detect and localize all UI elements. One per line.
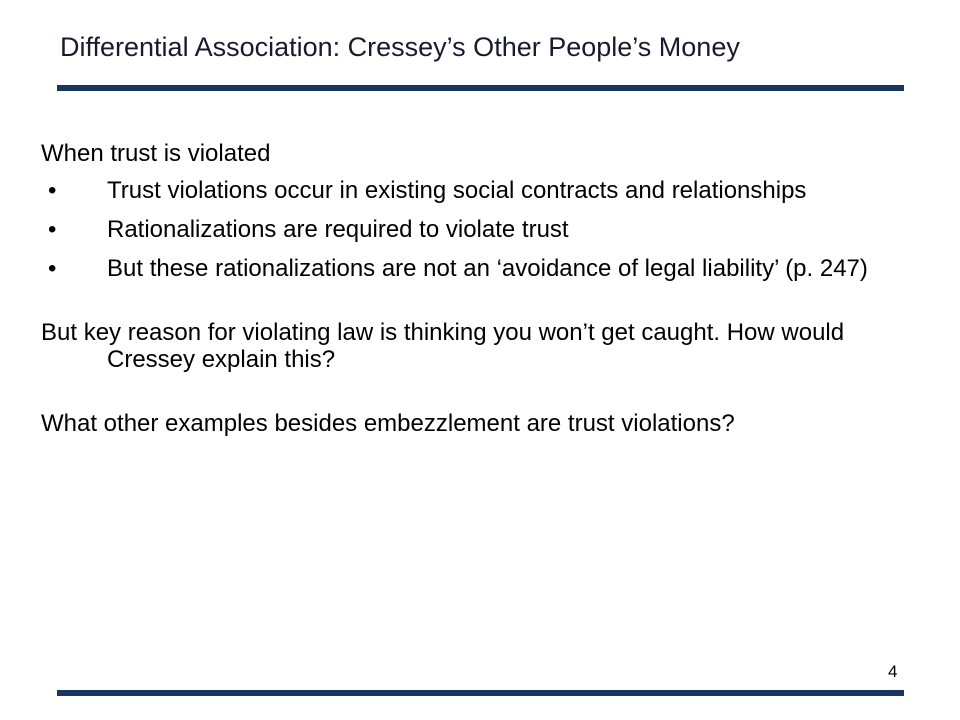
bullet-text: Rationalizations are required to violate trust bbox=[107, 216, 569, 243]
page-number: 4 bbox=[888, 662, 898, 681]
bullet-item bbox=[41, 255, 911, 282]
bullet-text: Trust violations occur in existing social contracts and relationships bbox=[107, 177, 807, 204]
paragraph-caught: But key reason for violating law is thinking you won’t get caught. How would Cressey explain this? bbox=[41, 319, 845, 373]
title-divider bbox=[57, 85, 904, 91]
slide-title: Differential Association: Cressey’s Other People’s Money bbox=[60, 32, 740, 62]
section-heading: When trust is violated bbox=[41, 140, 271, 167]
footer-divider bbox=[57, 690, 904, 696]
bullet-marker: • bbox=[48, 177, 57, 204]
bullet-item bbox=[41, 177, 911, 204]
paragraph-examples: What other examples besides embezzlement are trust violations? bbox=[41, 410, 735, 437]
bullet-marker: • bbox=[48, 255, 57, 282]
slide-body bbox=[41, 140, 911, 437]
bullet-text: But these rationalizations are not an ‘avoidance of legal liability’ (p. 247) bbox=[107, 255, 868, 282]
bullet-list bbox=[41, 177, 911, 282]
bullet-marker: • bbox=[48, 216, 57, 243]
bullet-item bbox=[41, 216, 911, 243]
